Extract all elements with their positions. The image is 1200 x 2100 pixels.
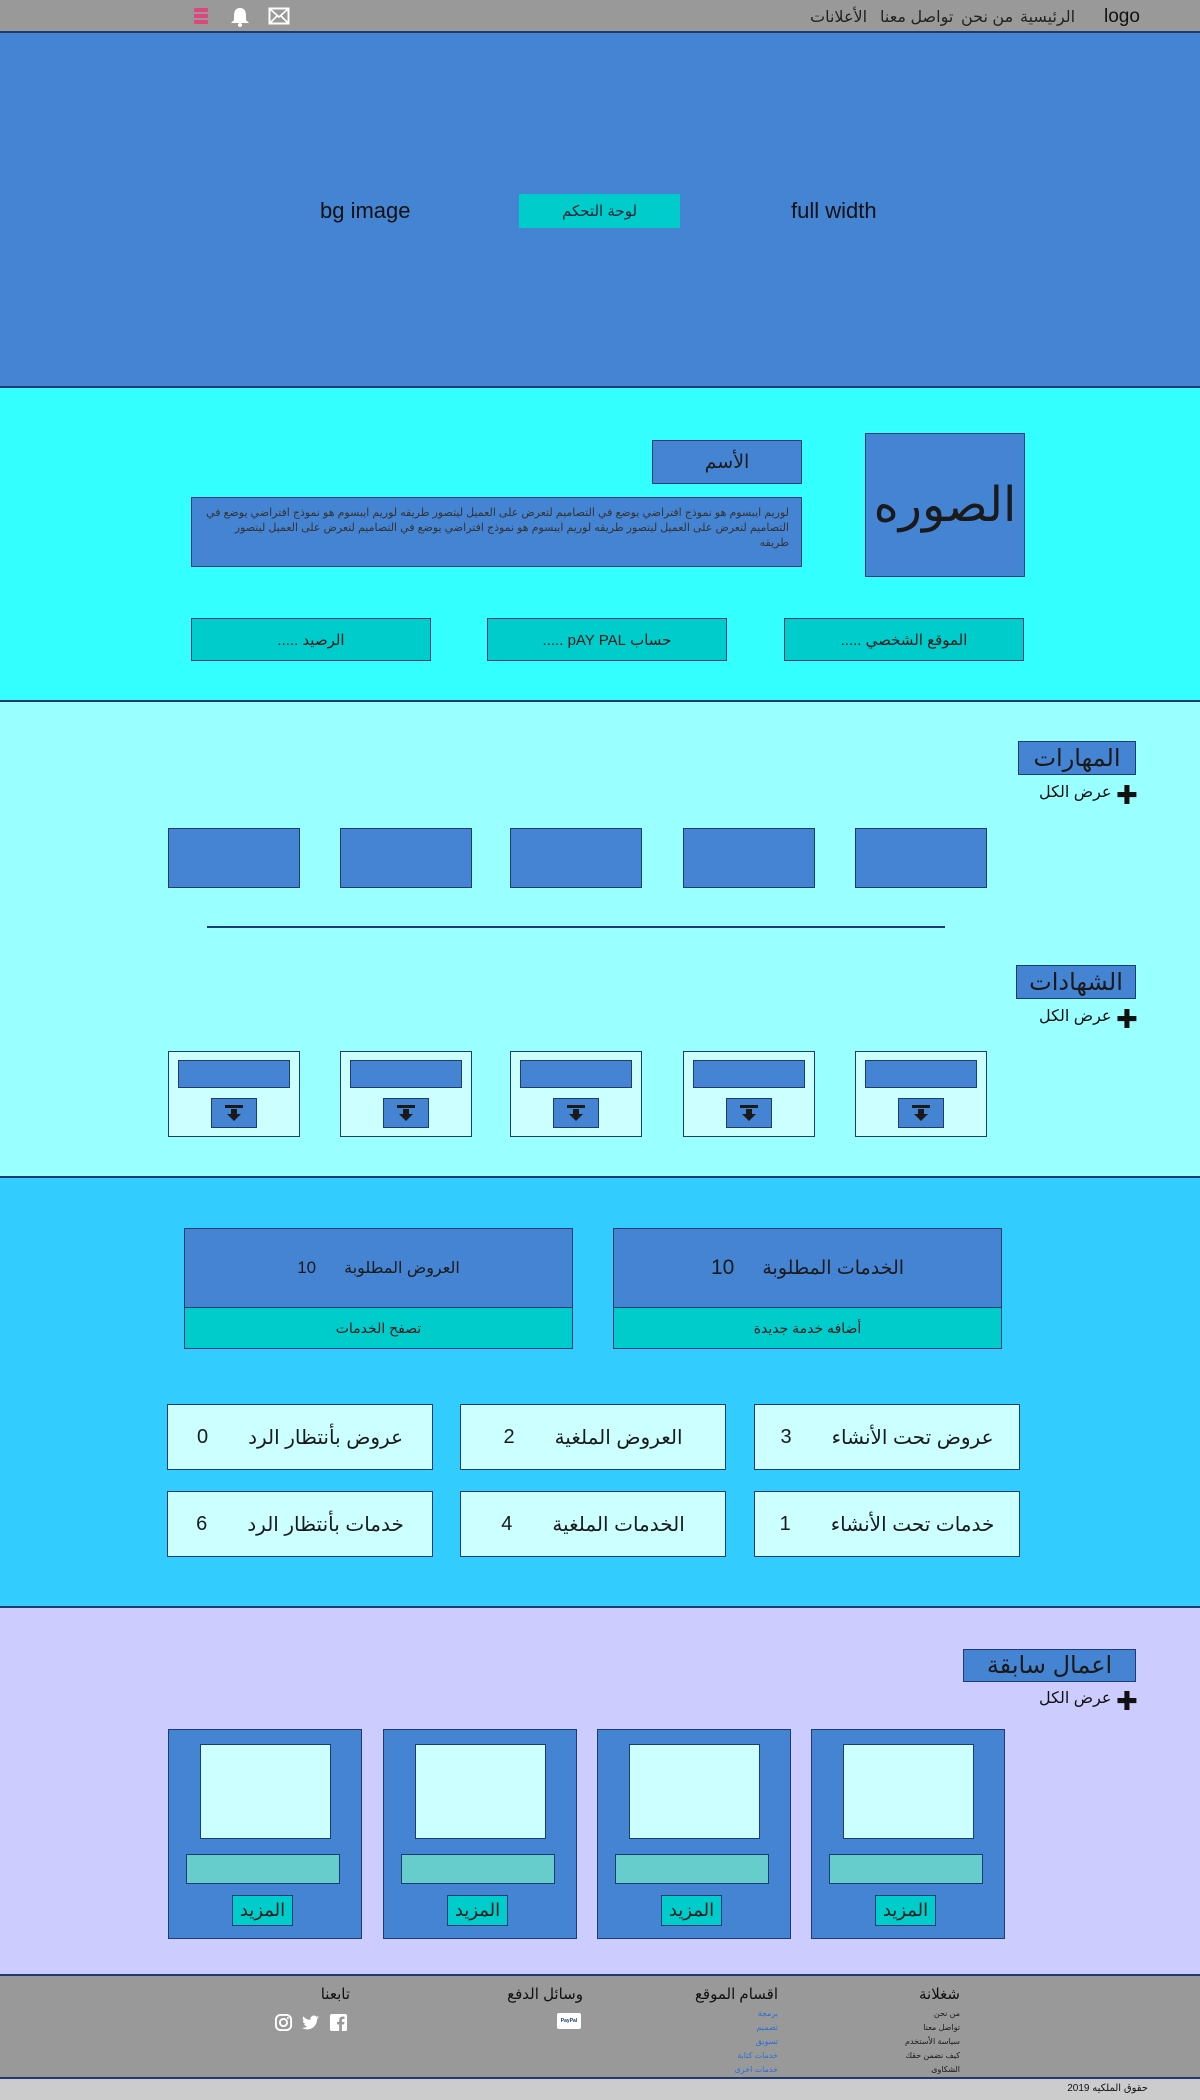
download-icon [565, 1104, 587, 1122]
skill-card[interactable] [340, 828, 472, 888]
stat-label: عروض تحت الأنشاء [831, 1426, 994, 1449]
offers-pending-card[interactable] [167, 1404, 433, 1470]
browse-services-button[interactable]: تصفح الخدمات [185, 1307, 572, 1348]
download-button[interactable] [383, 1098, 429, 1128]
download-button[interactable] [211, 1098, 257, 1128]
work-card [168, 1729, 362, 1939]
logo[interactable]: logo [1104, 6, 1140, 27]
skills-plus-icon[interactable]: ✚ [1116, 780, 1138, 810]
stat-label: العروض الملغية [554, 1426, 683, 1449]
stat-label: عروض بأنتظار الرد [248, 1426, 404, 1449]
services-in-progress-card[interactable] [754, 1491, 1020, 1557]
requested-offers-value: 10 [297, 1258, 317, 1277]
footer-link[interactable]: تصميم [756, 2023, 778, 2032]
works-view-all[interactable]: عرض الكل [1039, 1690, 1112, 1707]
skill-card[interactable] [683, 828, 815, 888]
instagram-icon[interactable] [274, 2013, 293, 2032]
skill-card[interactable] [168, 828, 300, 888]
certificate-card [168, 1051, 300, 1137]
profile-photo[interactable]: الصوره [865, 433, 1025, 577]
footer-link[interactable]: تسويق [755, 2037, 778, 2046]
footer-link[interactable]: سياسة الأستخدم [905, 2037, 960, 2046]
hero-banner [0, 33, 1200, 388]
paypal-logo[interactable]: PayPal [557, 2013, 581, 2029]
personal-site-button[interactable]: الموقع الشخصي ..... [784, 618, 1024, 661]
download-icon [738, 1104, 760, 1122]
certificate-title-bar [178, 1060, 290, 1088]
profile-name: الأسم [652, 440, 802, 484]
certificate-title-bar [520, 1060, 632, 1088]
more-button[interactable]: المزيد [661, 1895, 722, 1926]
work-card [811, 1729, 1005, 1939]
work-title-bar [401, 1854, 555, 1884]
footer-brand-links [905, 2007, 960, 2077]
skill-card[interactable] [510, 828, 642, 888]
stat-label: الخدمات الملغية [552, 1513, 685, 1536]
works-plus-icon[interactable]: ✚ [1116, 1686, 1138, 1716]
stat-value: 6 [196, 1512, 208, 1535]
footer-link[interactable]: من نحن [933, 2009, 960, 2018]
skill-card[interactable] [855, 828, 987, 888]
offers-in-progress-card[interactable] [754, 1404, 1020, 1470]
stat-value: 0 [196, 1425, 209, 1448]
nav-about[interactable]: من نحن [961, 9, 1014, 26]
download-button[interactable] [553, 1098, 599, 1128]
stat-value: 2 [503, 1425, 515, 1448]
footer-brand-title: شغلانة [919, 1986, 960, 2003]
add-service-button[interactable]: أضافه خدمة جديدة [614, 1307, 1001, 1348]
nav-home[interactable]: الرئيسية [1020, 9, 1076, 26]
certificate-card [683, 1051, 815, 1137]
download-icon [395, 1104, 417, 1122]
nav-ads[interactable]: الأعلانات [810, 9, 868, 26]
footer-link[interactable]: خدمات كتابة [737, 2051, 778, 2060]
bell-icon[interactable] [229, 6, 251, 27]
certificate-card [340, 1051, 472, 1137]
work-title-bar [829, 1854, 983, 1884]
services-pending-card[interactable] [167, 1491, 433, 1557]
download-button[interactable] [898, 1098, 944, 1128]
requested-services-card [613, 1228, 1002, 1349]
work-title-bar [615, 1854, 769, 1884]
footer-link[interactable]: تواصل معنا [923, 2023, 960, 2032]
facebook-icon[interactable] [329, 2013, 348, 2032]
footer-sections-links [735, 2007, 778, 2077]
skills-title: المهارات [1018, 741, 1136, 775]
copyright-text: حقوق الملكيه 2019 [1067, 2083, 1148, 2094]
footer-sections-title: اقسام الموقع [694, 1986, 778, 2003]
footer [0, 1976, 1200, 2079]
certificates-title: الشهادات [1016, 965, 1136, 999]
stat-label: خدمات تحت الأنشاء [830, 1513, 995, 1536]
certificate-title-bar [350, 1060, 462, 1088]
work-card [383, 1729, 577, 1939]
certificate-title-bar [865, 1060, 977, 1088]
requested-services-label: الخدمات المطلوبة [762, 1257, 905, 1279]
more-button[interactable]: المزيد [232, 1895, 293, 1926]
work-card [597, 1729, 791, 1939]
footer-payment-title: وسائل الدفع [507, 1986, 583, 2003]
cancelled-services-card[interactable] [460, 1491, 726, 1557]
hero-right-text: full width [791, 198, 877, 223]
bottom-bar [0, 2079, 1200, 2100]
nav-contact[interactable]: تواصل معنا [880, 9, 954, 26]
work-image [629, 1744, 760, 1839]
certificate-card [855, 1051, 987, 1137]
twitter-icon[interactable] [301, 2013, 320, 2032]
profile-bio: لوريم ايبسوم هو نموذج افتراضي يوضع في التصاميم لتعرض على العميل ليتصور طريقه لوريم ايبسوم هو نموذج افتراضي يوضع في التصاميم لتعرض على العميل ليتصور طريقه لوريم ايبسوم هو نموذج افتراضي يوضع في التصاميم لتعرض على العميل ليتصور طريقه [191, 497, 802, 567]
more-button[interactable]: المزيد [447, 1895, 508, 1926]
stat-value: 3 [780, 1425, 792, 1448]
footer-link[interactable]: برمجة [757, 2009, 778, 2018]
stat-label: خدمات بأنتظار الرد [247, 1513, 404, 1536]
stat-value: 4 [501, 1512, 513, 1535]
skills-certificates-section [0, 702, 1200, 1178]
footer-link[interactable]: كيف نضمن حقك [905, 2051, 960, 2060]
top-header [0, 0, 1200, 33]
footer-follow-title: تابعنا [320, 1986, 350, 2003]
footer-link[interactable]: الشكاوى [931, 2065, 960, 2074]
footer-link[interactable]: خدمات اخرى [734, 2065, 778, 2074]
stat-value: 1 [779, 1512, 791, 1535]
profile-section [0, 388, 1200, 702]
certificates-plus-icon[interactable]: ✚ [1116, 1004, 1138, 1034]
work-title-bar [186, 1854, 340, 1884]
download-icon [910, 1104, 932, 1122]
download-button[interactable] [726, 1098, 772, 1128]
work-image [415, 1744, 546, 1839]
requested-offers-label: العروض المطلوبة [344, 1260, 460, 1277]
cancelled-offers-card[interactable] [460, 1404, 726, 1470]
work-image [843, 1744, 974, 1839]
certificate-card [510, 1051, 642, 1137]
requested-services-value: 10 [711, 1256, 735, 1279]
section-divider [207, 926, 945, 928]
dashboard-button[interactable]: لوحة التحكم [519, 194, 680, 228]
certificate-title-bar [693, 1060, 805, 1088]
download-icon [223, 1104, 245, 1122]
mail-icon[interactable] [268, 7, 290, 25]
work-image [200, 1744, 331, 1839]
works-title: اعمال سابقة [963, 1649, 1136, 1682]
more-button[interactable]: المزيد [875, 1895, 936, 1926]
requested-offers-card [184, 1228, 573, 1349]
skills-view-all[interactable]: عرض الكل [1039, 784, 1112, 801]
balance-button[interactable]: الرصيد ..... [191, 618, 431, 661]
stats-section [0, 1178, 1200, 1608]
certificates-view-all[interactable]: عرض الكل [1039, 1008, 1112, 1025]
previous-works-section [0, 1608, 1200, 1976]
stack-icon[interactable] [192, 7, 210, 26]
hero-left-text: bg image [320, 198, 411, 223]
paypal-account-button[interactable]: حساب pAY PAL ..... [487, 618, 727, 661]
